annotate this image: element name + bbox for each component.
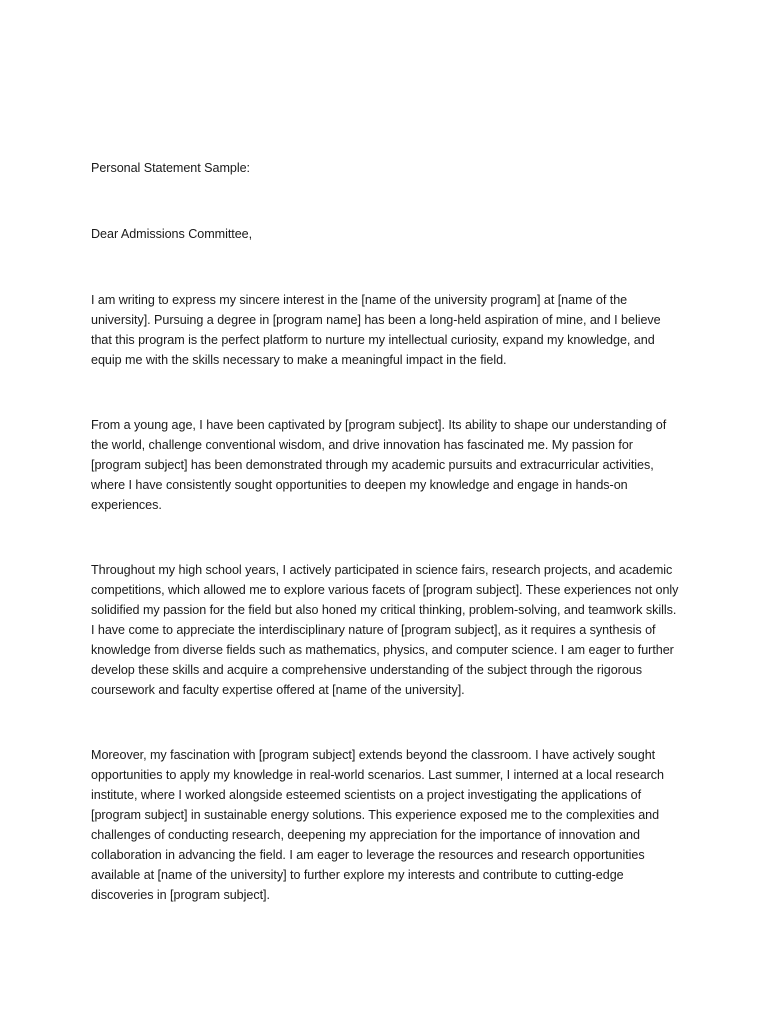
paragraph-intro: I am writing to express my sincere interest in the [name of the university program] at [name of the university]. Pursuing a degree in [program name] has been a long-held aspiration of mine, and I believe that this program is the perfect platform to nurture my intellectual curiosity, expand my knowledge, and equip me with the skills necessary to make a meaningful impact in the field. xyxy=(91,293,661,367)
document-heading: Personal Statement Sample: xyxy=(91,161,251,175)
paragraph-internship: Moreover, my fascination with [program subject] extends beyond the classroom. I have actively sought opportunities to apply my knowledge in real-world scenarios. Last summer, I interned at a local research institute, where I worked alongside esteemed scientists on a project investigating the applications of [program subject] in sustainable energy solutions. This experience exposed me to the complexities and challenges of conducting research, deepening my appreciation for the importance of innovation and collaboration in advancing the field. I am eager to leverage the resources and research opportunities available at [name of the university] to further explore my interests and contribute to cutting-edge discoveries in [program subject]. xyxy=(91,748,665,902)
salutation: Dear Admissions Committee, xyxy=(91,227,253,241)
paragraph-passion: From a young age, I have been captivated by [program subject]. Its ability to shape our understanding of the world, challenge conventional wisdom, and drive innovation has fascinated me. My passion for [program subject] has been demonstrated through my academic pursuits and extracurricular activities, where I have consistently sought opportunities to deepen my knowledge and engage in hands-on experiences. xyxy=(91,418,667,512)
paragraph-high-school: Throughout my high school years, I actively participated in science fairs, research projects, and academic competitions, which allowed me to explore various facets of [program subject]. These experiences not only solidified my passion for the field but also honed my critical thinking, problem-solving, and teamwork skills. I have come to appreciate the interdisciplinary nature of [program subject], as it requires a synthesis of knowledge from diverse fields such as mathematics, physics, and computer science. I am eager to further develop these skills and acquire a comprehensive understanding of the subject through the rigorous coursework and faculty expertise offered at [name of the university]. xyxy=(91,563,679,697)
document-body xyxy=(91,158,681,950)
